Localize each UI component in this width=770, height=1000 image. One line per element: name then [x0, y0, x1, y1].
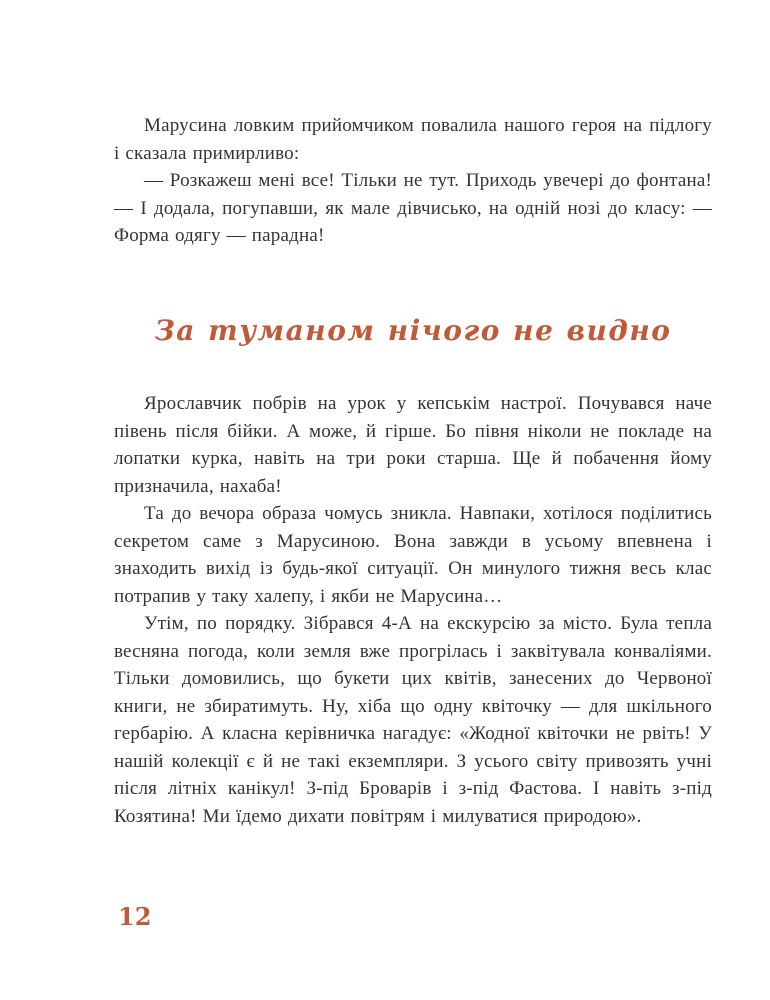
page-number: 12 — [118, 902, 152, 931]
paragraph: Ярославчик побрів на урок у кепськім настрої. Почувався наче півень після бійки. А може, й гірше. Бо півня ніколи не покладе на лопатки курка, навіть на три роки старша. Ще й побачення йому призначила, нахаба! — [114, 393, 712, 497]
chapter-heading: За туманом нічого не видно — [154, 313, 672, 347]
paragraph: — Розкажеш мені все! Тільки не тут. Приходь увечері до фонтана! — І додала, погупавши, як мале дівчисько, на одній нозі до класу: — Форма одягу — парадна! — [114, 170, 712, 246]
paragraph: Марусина ловким прийомчиком повалила нашого героя на підлогу і сказала примирливо: — [114, 115, 712, 164]
text-column — [114, 112, 712, 830]
paragraph: Та до вечора образа чомусь зникла. Навпаки, хотілося поділитись секретом саме з Марусиною. Вона завжди в усьому впевнена і знаходить вихід із будь-якої ситуації. Он минулого тижня весь клас потрапив у таку халепу, і якби не Марусина… — [114, 503, 712, 607]
paragraph: Утім, по порядку. Зібрався 4-А на екскурсію за місто. Була тепла весняна погода, коли земля вже прогрілась і заквітувала конваліями. Тільки домовились, що букети цих квітів, занесених до Червоної книги, не збиратимуть. Ну, хіба що одну квіточку — для шкільного гербарію. А класна керівничка нагадує: «Жодної квіточки не рвіть! У нашій колекції є й не такі екземпляри. З усього світу привозять учні після літніх канікул! З-під Броварів і з-під Фастова. І навіть з-під Козятина! Ми їдемо дихати повітрям і милуватися природою». — [114, 613, 712, 827]
